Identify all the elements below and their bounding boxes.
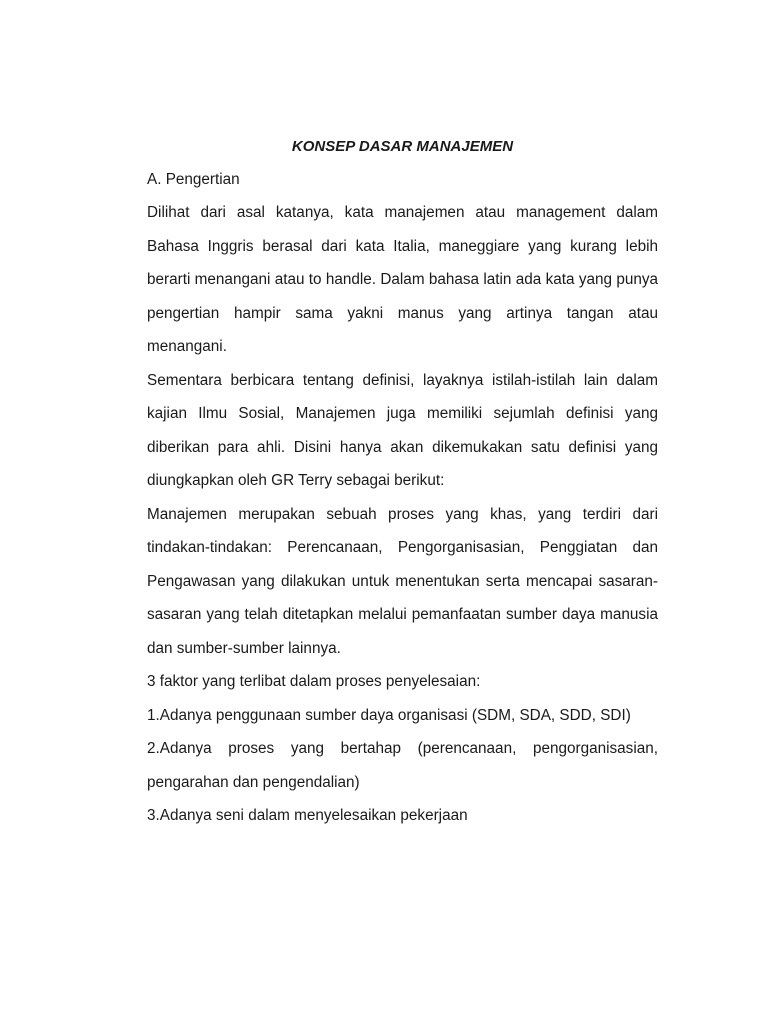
- document-title: KONSEP DASAR MANAJEMEN: [291, 138, 514, 155]
- paragraph-etymology: Dilihat dari asal katanya, kata manajemen atau management dalam Bahasa Inggris berasal dari kata Italia, maneggiare yang kurang lebih berarti menangani atau to handle. Dalam bahasa latin ada kata yang punya pengertian hampir sama yakni manus yang artinya tangan atau menangani.: [147, 204, 658, 355]
- paragraph-factors-intro: 3 faktor yang terlibat dalam proses penyelesaian:: [147, 673, 481, 690]
- list-item-factor-1: 1.Adanya penggunaan sumber daya organisasi (SDM, SDA, SDD, SDI): [147, 706, 631, 724]
- paragraph-definition-intro: Sementara berbicara tentang definisi, layaknya istilah-istilah lain dalam kajian Ilmu Sosial, Manajemen juga memiliki sejumlah definisi yang diberikan para ahli. Disini hanya akan dikemukakan satu definisi yang diungkapkan oleh GR Terry sebagai berikut:: [147, 371, 658, 489]
- paragraph-terry-definition: Manajemen merupakan sebuah proses yang khas, yang terdiri dari tindakan-tindakan: Perencanaan, Pengorganisasian, Penggiatan dan Pengawasan yang dilakukan untuk menentukan serta mencapai sasaran-sasaran yang telah ditetapkan melalui pemanfaatan sumber daya manusia dan sumber-sumber lainnya.: [147, 505, 658, 657]
- list-item-factor-3: 3.Adanya seni dalam menyelesaikan pekerjaan: [147, 807, 468, 824]
- document-body: [147, 138, 658, 841]
- list-item-factor-2: 2.Adanya proses yang bertahap (perencanaan, pengorganisasian, pengarahan dan pengendalian): [147, 740, 658, 791]
- section-heading: A. Pengertian: [147, 171, 240, 188]
